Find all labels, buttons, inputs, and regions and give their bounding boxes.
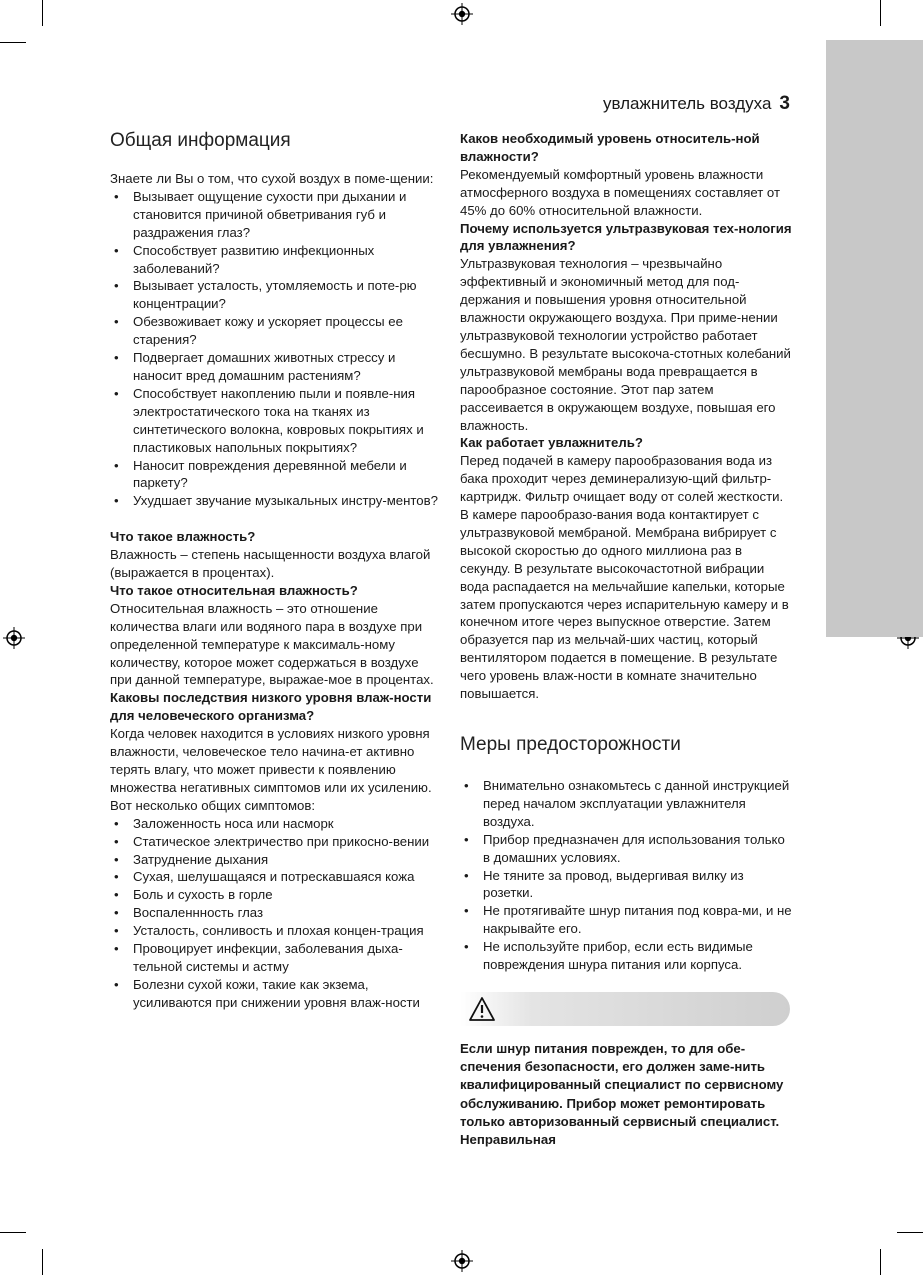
list-item: • Затруднение дыхания [110,851,440,869]
list-item: • Провоцирует инфекции, заболевания дыха-тельной системы и астму [110,940,440,976]
list-item: • Боль и сухость в горле [110,886,440,904]
answer-text: Когда человек находится в условиях низкого уровня влажности, человеческое тело начина-ет активно терять влагу, что может привести к появлению множества негативных симптомов или их усилению. [110,726,432,795]
list-item: • Подвергает домашних животных стрессу и наносит вред домашним растениям? [110,349,440,385]
list-item: • Не тяните за провод, выдергивая вилку из розетки. [460,867,793,903]
question-heading: Каков необходимый уровень относитель-ной влажности? [460,131,760,164]
crop-mark [42,0,43,26]
dry-air-effects-list [110,188,440,510]
crop-mark [880,0,881,26]
symptoms-intro: Вот несколько общих симптомов: [110,797,316,813]
answer-text: Влажность – степень насыщенности воздуха влагой (выражается в процентах). [110,547,431,581]
left-column [110,128,440,1012]
question-heading: Что такое влажность? [110,529,256,545]
list-item: • Вызывает ощущение сухости при дыхании и становится причиной обветривания губ и раздражения глаз? [110,188,440,242]
section-heading-general: Общая информация [110,130,291,151]
list-item: • Вызывает усталость, утомляемость и поте-рю концентрации? [110,277,440,313]
answer-text: Ультразвуковая технология – чрезвычайно эффективный и экономичный метод для под-держания и повышения уровня относительной влажности окружающего воздуха. При приме-нении ультразвуковой технологии устройство работает бесшумно. В результате высокоча-стотных колебаний ультразвуковой мембраны вода превращается в парообразное состояние. Этот пар затем рассеивается в окружающем воздухе, повышая его влажность. [460,256,791,433]
right-column [460,130,793,1149]
crop-mark [880,1249,881,1275]
header-title: увлажнитель воздуха [602,94,772,113]
answer-text: Относительная влажность – это отношение количества влаги или водяного пара в воздухе при определенной температуре к максималь-ному количеству, которое может содержаться в воздухе при данной температуре, выражае-мое в процентах. [110,600,434,688]
warning-bar [460,992,790,1026]
question-heading: Что такое относительная влажность? [110,582,358,598]
crop-mark [0,1232,26,1233]
question-heading: Каковы последствия низкого уровня влаж-ности для человеческого организма? [110,690,432,724]
section-heading-safety: Меры предосторожности [460,734,681,755]
registration-mark-icon [451,3,473,25]
list-item: • Обезвоживает кожу и ускоряет процессы ее старения? [110,313,440,349]
list-item: • Не используйте прибор, если есть видимые повреждения шнура питания или корпуса. [460,938,793,974]
crop-mark [42,1249,43,1275]
list-item: • Воспаленнность глаз [110,904,440,922]
warning-triangle-icon [468,996,496,1022]
list-item: • Наносит повреждения деревянной мебели и паркету? [110,457,440,493]
list-item: • Внимательно ознакомьтесь с данной инструкцией перед началом эксплуатации увлажнителя воздуха. [460,777,793,831]
list-item: • Способствует развитию инфекционных заболеваний? [110,242,440,278]
list-item: • Статическое электричество при прикосно-вении [110,833,440,851]
list-item: • Не протягивайте шнур питания под ковра-ми, и не накрывайте его. [460,902,793,938]
symptoms-list [110,815,440,1012]
answer-text: Перед подачей в камеру парообразования вода из бака проходит через деминерализую-щий фильтр-картридж. Фильтр очищает воду от солей жесткости. В камере парообразо-вания вода контактирует с ультразвуковой мембраной. Мембрана вибрирует с высокой скоростью до одного миллиона раз в секунду. В результате высокочастотной вибрации вода распадается на мельчайшие капельки, которые затем пропускаются через испарительную камеру и в конечном итоге через выпускное отверстие. Затем образуется пар из мельчай-ших частиц, который вентилятором подается в помещение. В результате чего уровень влаж-ности в комнате значительно повышается. [460,453,789,702]
registration-mark-icon [451,1250,473,1272]
list-item: • Способствует накоплению пыли и появле-ния электростатического тока на тканях из синтетического волокна, ковровых покрытиях и пластиковых напольных покрытиях? [110,385,440,457]
crop-mark [897,1232,923,1233]
list-item: • Заложенность носа или насморк [110,815,440,833]
list-item: • Болезни сухой кожи, такие как экзема, усиливаются при снижении уровня влаж-ности [110,976,440,1012]
registration-mark-icon [3,627,25,649]
intro-text: Знаете ли Вы о том, что сухой воздух в поме-щении: [110,171,434,186]
side-tab [826,40,923,637]
list-item: • Прибор предназначен для использования только в домашних условиях. [460,831,793,867]
list-item: • Ухудшает звучание музыкальных инстру-ментов? [110,492,440,510]
page-header [603,93,790,115]
warning-text: Если шнур питания поврежден, то для обе-спечения безопасности, его должен заме-нить квалифицированный специалист по сервисному обслуживанию. Прибор может ремонтировать только авторизованный сервисный специалист. Неправильная [460,1040,784,1147]
crop-mark [0,42,26,43]
page-number: 3 [779,93,790,114]
list-item: • Усталость, сонливость и плохая концен-трация [110,922,440,940]
question-heading: Как работает увлажнитель? [460,435,643,451]
safety-list [460,777,793,974]
answer-text: Рекомендуемый комфортный уровень влажности атмосферного воздуха в помещениях составляет от 45% до 60% относительной влажности. [460,166,781,218]
list-item: • Сухая, шелушащаяся и потрескавшаяся кожа [110,868,440,886]
question-heading: Почему используется ультразвуковая тех-нология для увлажнения? [460,220,792,254]
